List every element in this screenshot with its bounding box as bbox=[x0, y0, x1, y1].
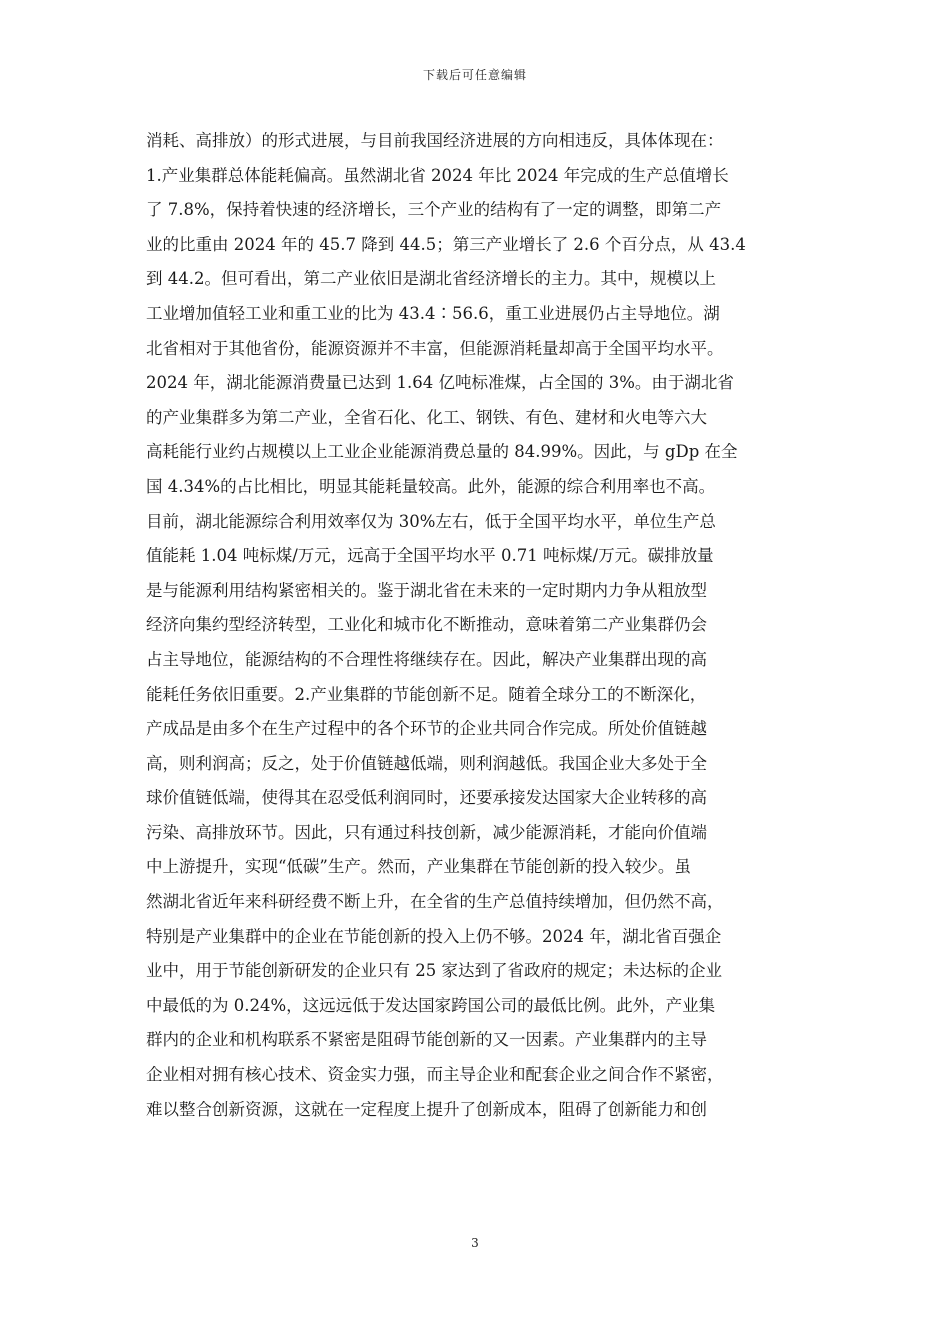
body-text bbox=[146, 124, 808, 1127]
text-line: 业中，用于节能创新研发的企业只有 25 家达到了省政府的规定；未达标的企业 bbox=[146, 961, 722, 981]
text-line: 群内的企业和机构联系不紧密是阻碍节能创新的又一因素。产业集群内的主导 bbox=[146, 1030, 707, 1050]
text-line: 高耗能行业约占规模以上工业企业能源消费总量的 84.99%。因此，与 gDp 在全 bbox=[146, 442, 738, 462]
text-line: 产成品是由多个在生产过程中的各个环节的企业共同合作完成。所处价值链越 bbox=[146, 719, 707, 739]
text-line: 然湖北省近年来科研经费不断上升，在全省的生产总值持续增加，但仍然不高， bbox=[146, 892, 724, 912]
text-line: 中最低的为 0.24%，这远远低于发达国家跨国公司的最低比例。此外，产业集 bbox=[146, 995, 716, 1015]
text-line: 高，则利润高；反之，处于价值链越低端，则利润越低。我国企业大多处于全 bbox=[146, 753, 707, 773]
text-line: 北省相对于其他省份，能源资源并不丰富，但能源消耗量却高于全国平均水平。 bbox=[146, 338, 724, 358]
text-line: 球价值链低端，使得其在忍受低利润同时，还要承接发达国家大企业转移的高 bbox=[146, 788, 707, 808]
text-line: 目前，湖北能源综合利用效率仅为 30%左右，低于全国平均水平，单位生产总 bbox=[146, 511, 716, 531]
text-line: 中上游提升，实现“低碳”生产。然而，产业集群在节能创新的投入较少。虽 bbox=[146, 857, 691, 877]
text-line: 业的比重由 2024 年的 45.7 降到 44.5；第三产业增长了 2.6 个百分点，从 43.4 bbox=[146, 234, 746, 254]
page-header: 下载后可任意编辑 bbox=[422, 68, 527, 82]
text-line: 工业增加值轻工业和重工业的比为 43.4∶56.6，重工业进展仍占主导地位。湖 bbox=[146, 303, 720, 323]
text-line: 的产业集群多为第二产业，全省石化、化工、钢铁、有色、建材和火电等六大 bbox=[146, 407, 707, 427]
text-line: 企业相对拥有核心技术、资金实力强，而主导企业和配套企业之间合作不紧密， bbox=[146, 1065, 724, 1085]
text-line: 占主导地位，能源结构的不合理性将继续存在。因此，解决产业集群出现的高 bbox=[146, 649, 707, 669]
text-line: 2024 年，湖北能源消费量已达到 1.64 亿吨标准煤，占全国的 3%。由于湖北省 bbox=[146, 373, 734, 393]
text-line: 了 7.8%，保持着快速的经济增长，三个产业的结构有了一定的调整，即第二产 bbox=[146, 200, 722, 220]
text-line: 难以整合创新资源，这就在一定程度上提升了创新成本，阻碍了创新能力和创 bbox=[146, 1099, 707, 1119]
text-line: 到 44.2。但可看出，第二产业依旧是湖北省经济增长的主力。其中，规模以上 bbox=[146, 269, 716, 289]
text-line: 消耗、高排放）的形式进展，与目前我国经济进展的方向相违反，具体体现在： bbox=[146, 131, 724, 150]
text-line: 经济向集约型经济转型，工业化和城市化不断推动，意味着第二产业集群仍会 bbox=[146, 615, 707, 635]
text-line: 污染、高排放环节。因此，只有通过科技创新，减少能源消耗，才能向价值端 bbox=[146, 822, 707, 842]
text-line: 能耗任务依旧重要。2.产业集群的节能创新不足。随着全球分工的不断深化， bbox=[146, 684, 707, 704]
text-line: 国 4.34%的占比相比，明显其能耗量较高。此外，能源的综合利用率也不高。 bbox=[146, 476, 716, 496]
text-line: 值能耗 1.04 吨标煤/万元，远高于全国平均水平 0.71 吨标煤/万元。碳排放量 bbox=[146, 546, 714, 566]
text-line: 1.产业集群总体能耗偏高。虽然湖北省 2024 年比 2024 年完成的生产总值增长 bbox=[146, 165, 729, 185]
text-line: 特别是产业集群中的企业在节能创新的投入上仍不够。2024 年，湖北省百强企 bbox=[146, 926, 722, 946]
page-number: 3 bbox=[471, 1236, 479, 1250]
text-line: 是与能源利用结构紧密相关的。鉴于湖北省在未来的一定时期内力争从粗放型 bbox=[146, 580, 707, 600]
